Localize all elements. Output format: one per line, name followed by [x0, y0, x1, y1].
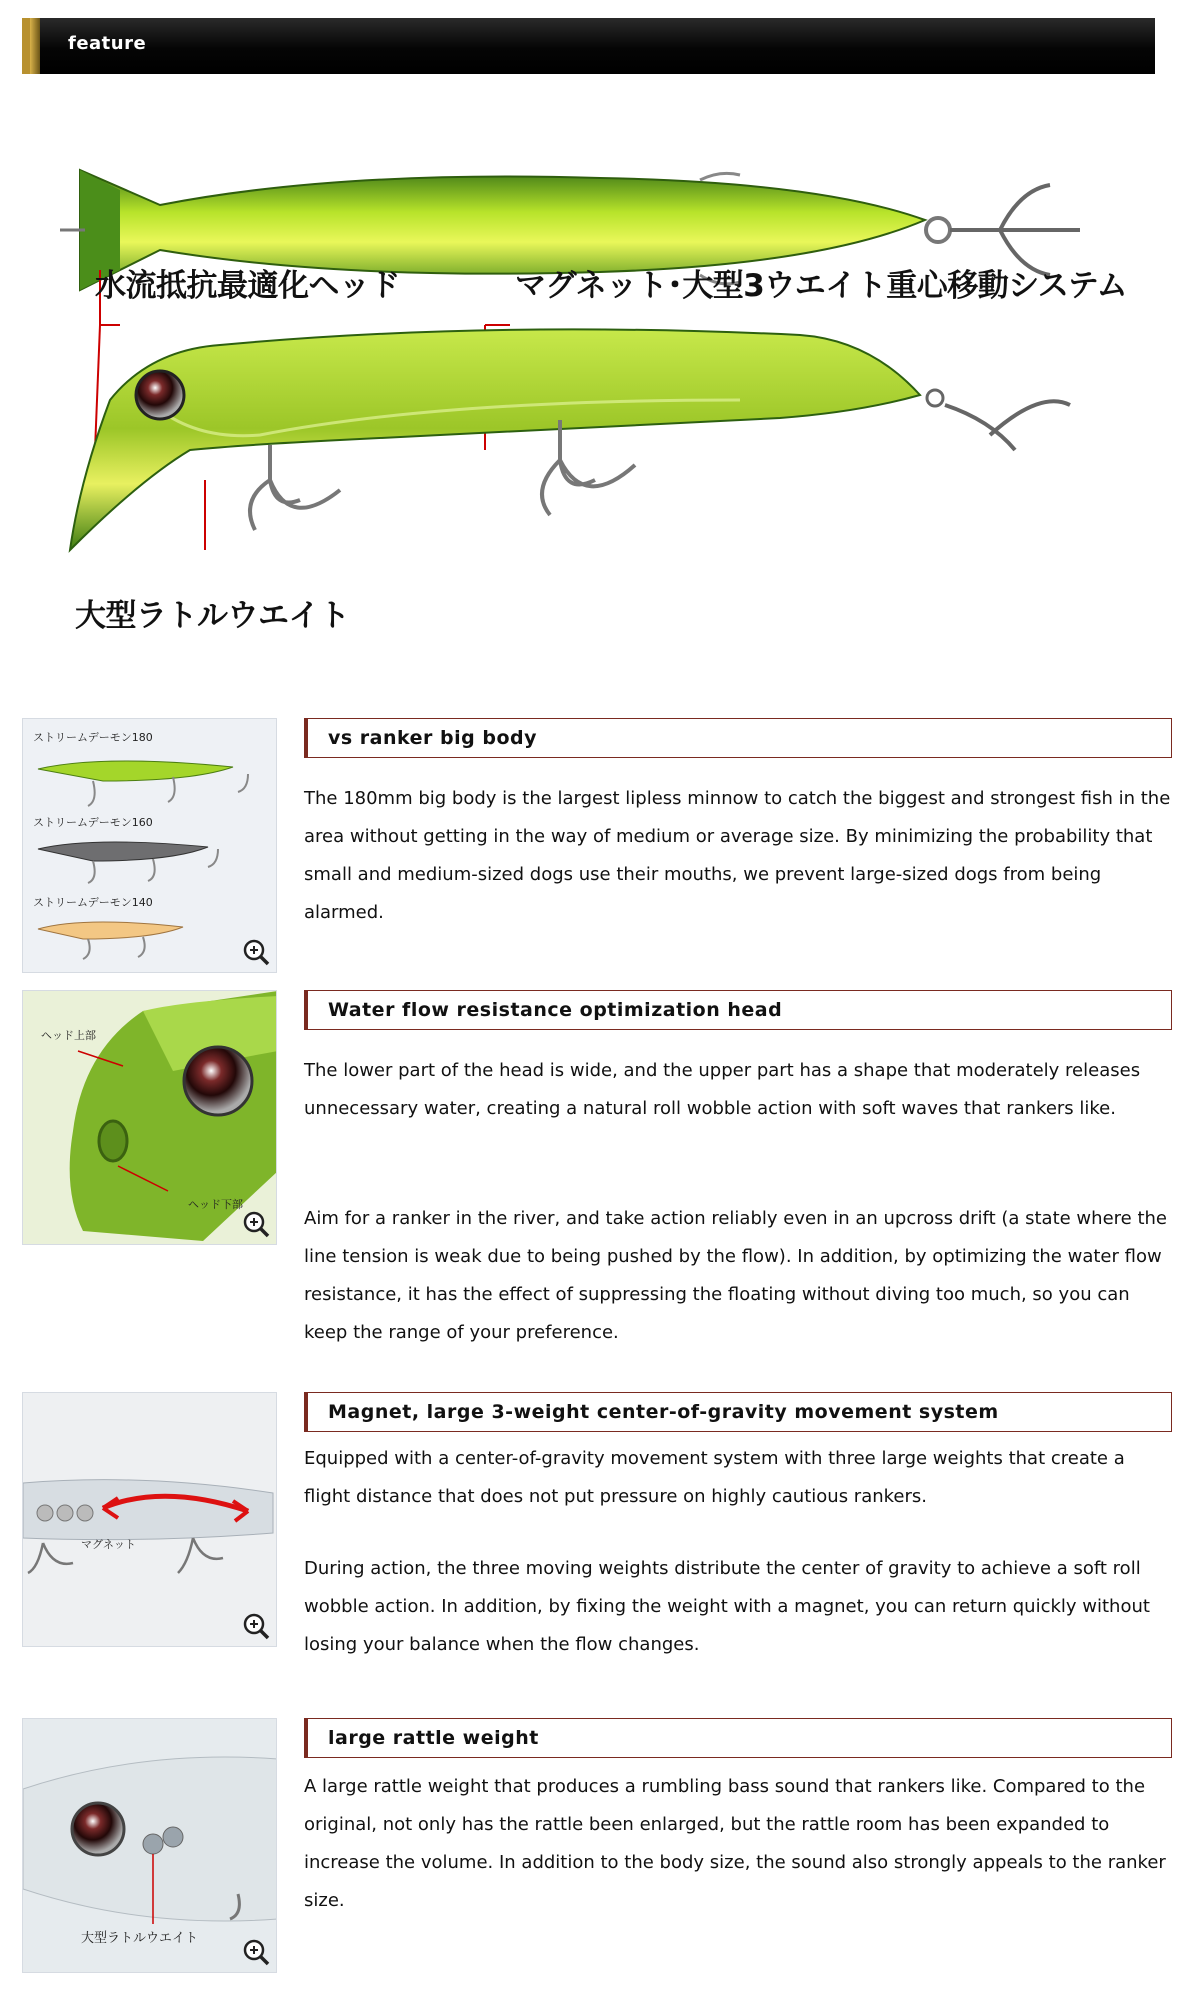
callout-rattle: 大型ラトルウエイト [75, 598, 350, 634]
thumb-label-head-upper: ヘッド上部 [41, 1029, 96, 1042]
section-text-magnet-1: Equipped with a center-of-gravity movement system with three large weights that create a flight distance that does not put pressure on highly cautious rankers. [304, 1448, 1125, 1507]
thumb-magnet[interactable] [22, 1392, 277, 1647]
thumb-head[interactable] [22, 990, 277, 1245]
header-title: feature [68, 33, 147, 54]
section-text-magnet-2: During action, the three moving weights distribute the center of gravity to achieve a soft roll wobble action. In addition, by fixing the weight with a magnet, you can return quickly without losing your balance when the flow changes. [304, 1558, 1150, 1655]
thumb-label-head-lower: ヘッド下部 [188, 1198, 243, 1211]
section-text-rattle: A large rattle weight that produces a rumbling bass sound that rankers like. Compared to the original, not only has the rattle been enlarged, but the rattle room has been expanded to increase the volume. In addition to the body size, the sound also strongly appeals to the ranker size. [304, 1776, 1166, 1911]
zoom-icon[interactable] [242, 1210, 270, 1238]
section-text-big-body: The 180mm big body is the largest lipless minnow to catch the biggest and strongest fish in the area without getting in the way of medium or average size. By minimizing the probability that small and medium-sized dogs use their mouths, we prevent large-sized dogs from being alarmed. [304, 788, 1171, 923]
section-title-rattle: large rattle weight [304, 1718, 1172, 1758]
callout-magnet: マグネット･大型3ウエイト重心移動システム [515, 268, 1128, 304]
section-title-magnet: Magnet, large 3-weight center-of-gravity movement system [304, 1392, 1172, 1432]
thumb-label-rattle: 大型ラトルウエイト [81, 1931, 199, 1946]
hero-illustration [40, 150, 1140, 670]
lure-eye [136, 371, 184, 419]
thumb-lineup[interactable] [22, 718, 277, 973]
zoom-icon[interactable] [242, 1612, 270, 1640]
thumb-label-180: ストリームデーモン180 [33, 731, 153, 744]
thumb-label-160: ストリームデーモン160 [33, 816, 153, 829]
section-title-head: Water flow resistance optimization head [304, 990, 1172, 1030]
section-text-head-1: The lower part of the head is wide, and the upper part has a shape that moderately releases unnecessary water, creating a natural roll wobble action with soft waves that rankers like. [304, 1060, 1141, 1119]
lure-side-body [70, 329, 920, 550]
thumb-rattle[interactable] [22, 1718, 277, 1973]
callout-head: 水流抵抗最適化ヘッド [95, 268, 400, 304]
lineup-image [23, 719, 277, 973]
section-text-head-2: Aim for a ranker in the river, and take action reliably even in an upcross drift (a state where the line tension is weak due to being pushed by the flow). In addition, by optimizing the water flow resistance, it has the effect of suppressing the floating without diving too much, so you can keep the range of your preference. [304, 1208, 1167, 1343]
zoom-icon[interactable] [242, 1938, 270, 1966]
magnet-system-image [23, 1393, 277, 1647]
section-title-big-body: vs ranker big body [304, 718, 1172, 758]
thumb-label-magnet: マグネット [81, 1538, 136, 1551]
feature-header-bar [22, 18, 1155, 74]
zoom-icon[interactable] [242, 938, 270, 966]
thumb-label-140: ストリームデーモン140 [33, 896, 153, 909]
